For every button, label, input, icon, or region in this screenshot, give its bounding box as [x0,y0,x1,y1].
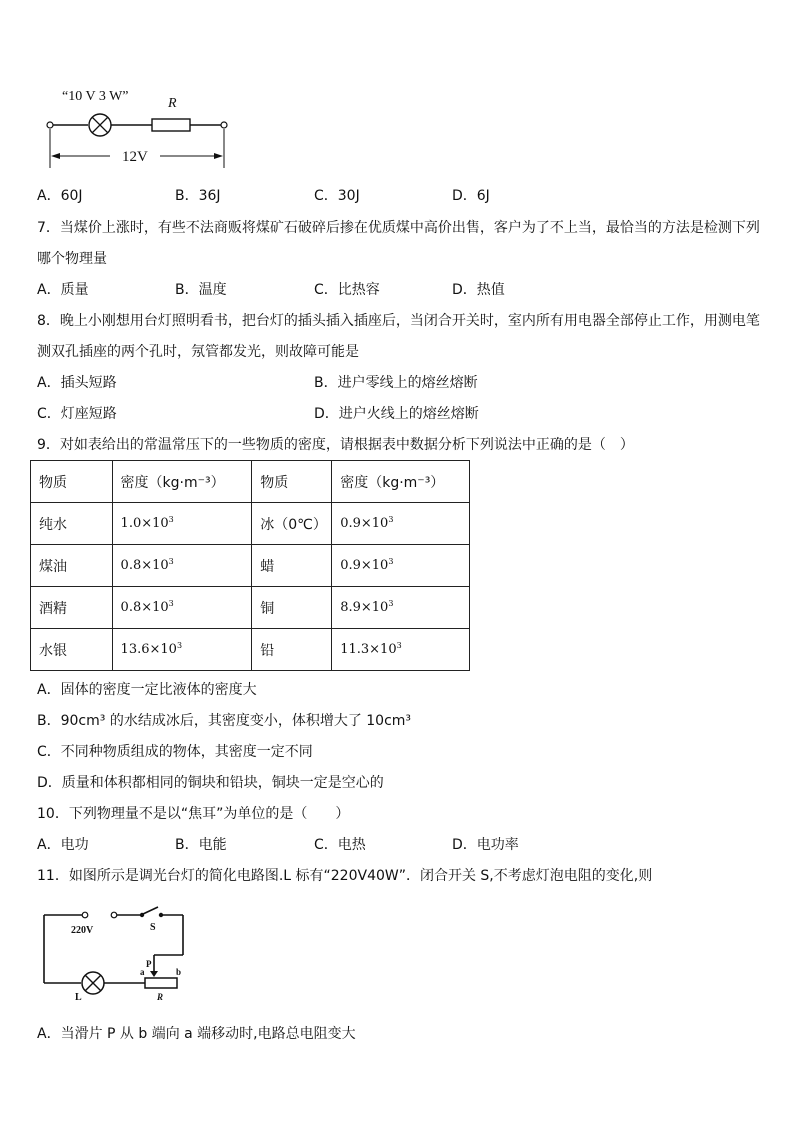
table-cell-substance: 酒精 [31,587,113,629]
density-table [30,460,470,671]
table-header-cell: 物质 [252,461,332,503]
lamp-symbol [89,114,111,136]
q10-option-a: A．电功 [37,837,89,853]
table-row [31,587,470,629]
circuit-figure-dimmer [34,905,204,1005]
table-cell-density: $1.0\times 10^3$ [112,503,252,545]
table-row [31,503,470,545]
table-cell-substance: 蜡 [252,545,332,587]
rheostat-label: R [157,992,164,1002]
right-terminal [221,122,227,128]
q7-option-a: A．质量 [37,282,89,298]
q7-option-c: C．比热容 [314,282,380,298]
q10-option-b: B．电能 [175,837,227,853]
q6-option-d: D．6J [452,188,490,204]
lamp-label: L [75,992,82,1003]
table-cell-substance: 煤油 [31,545,113,587]
lamp-symbol [82,972,104,994]
q7-stem-line1: 7．当煤价上涨时，有些不法商贩将煤矿石破碎后掺在优质煤中高价出售，客户为了不上当，最恰当的方法是检测下列 [37,220,760,236]
table-cell-density: $8.9\times 10^3$ [332,587,470,629]
q7-option-d: D．热值 [452,282,505,298]
circuit-figure-1 [40,82,240,172]
table-cell-substance: 铅 [252,629,332,671]
q9-option-a: A．固体的密度一定比液体的密度大 [37,682,257,698]
rheostat-symbol [145,978,177,988]
table-cell-density: $0.8\times 10^3$ [112,587,252,629]
q8-option-c: C．灯座短路 [37,406,117,422]
table-cell-density: $11.3\times 10^3$ [332,629,470,671]
table-cell-substance: 纯水 [31,503,113,545]
table-cell-substance: 水银 [31,629,113,671]
q9-option-b: B．90cm³ 的水结成冰后，其密度变小，体积增大了 10cm³ [37,713,412,729]
q8-stem-line2: 测双孔插座的两个孔时，氖管都发光，则故障可能是 [37,344,359,360]
slider-label: P [146,959,152,969]
source-terminal-left [82,912,88,918]
q6-option-c: C．30J [314,188,360,204]
q6-option-b: B．36J [175,188,221,204]
table-header-row [31,461,470,503]
switch-label: S [150,922,156,933]
q8-option-d: D．进户火线上的熔丝熔断 [314,406,479,422]
q8-stem-line1: 8．晚上小刚想用台灯照明看书，把台灯的插头插入插座后，当闭合开关时，室内所有用电器全部停止工作，用测电笔 [37,313,760,329]
q6-option-a: A．60J [37,188,83,204]
resistor-label: R [168,96,177,111]
q8-option-a: A．插头短路 [37,375,117,391]
bulb-rating-label: “10 V 3 W” [62,89,129,104]
q8-option-b: B．进户零线上的熔丝熔断 [314,375,478,391]
q9-option-d: D．质量和体积都相同的铜块和铅块，铜块一定是空心的 [37,775,384,791]
q10-option-d: D．电功率 [452,837,519,853]
q10-option-c: C．电热 [314,837,366,853]
table-cell-density: $0.8\times 10^3$ [112,545,252,587]
table-cell-density: $13.6\times 10^3$ [112,629,252,671]
table-row [31,629,470,671]
table-cell-substance: 冰（0℃） [252,503,332,545]
table-row [31,545,470,587]
left-terminal [47,122,53,128]
table-header-cell: 物质 [31,461,113,503]
switch-symbol [143,907,158,914]
table-cell-density: $0.9\times 10^3$ [332,545,470,587]
resistor-end-b-label: b [176,967,182,977]
q7-stem-line2: 哪个物理量 [37,251,107,267]
table-cell-substance: 铜 [252,587,332,629]
table-header-cell: 密度（kg·m⁻³） [112,461,252,503]
resistor-end-a-label: a [140,967,145,977]
source-terminal-right [111,912,117,918]
resistor-symbol [152,119,190,131]
source-voltage-label: 220V [71,925,94,936]
q11-option-a: A．当滑片 P 从 b 端向 a 端移动时,电路总电阻变大 [37,1026,356,1042]
q9-stem: 9．对如表给出的常温常压下的一些物质的密度，请根据表中数据分析下列说法中正确的是（ ） [37,437,634,453]
q11-stem: 11．如图所示是调光台灯的简化电路图.L 标有“220V40W”．闭合开关 S,不考虑灯泡电阻的变化,则 [37,868,653,884]
q10-stem: 10．下列物理量不是以“焦耳”为单位的是（ ） [37,806,350,822]
table-header-cell: 密度（kg·m⁻³） [332,461,470,503]
q9-option-c: C．不同种物质组成的物体，其密度一定不同 [37,744,313,760]
q7-option-b: B．温度 [175,282,227,298]
voltage-label: 12V [122,149,148,165]
table-cell-density: $0.9\times 10^3$ [332,503,470,545]
